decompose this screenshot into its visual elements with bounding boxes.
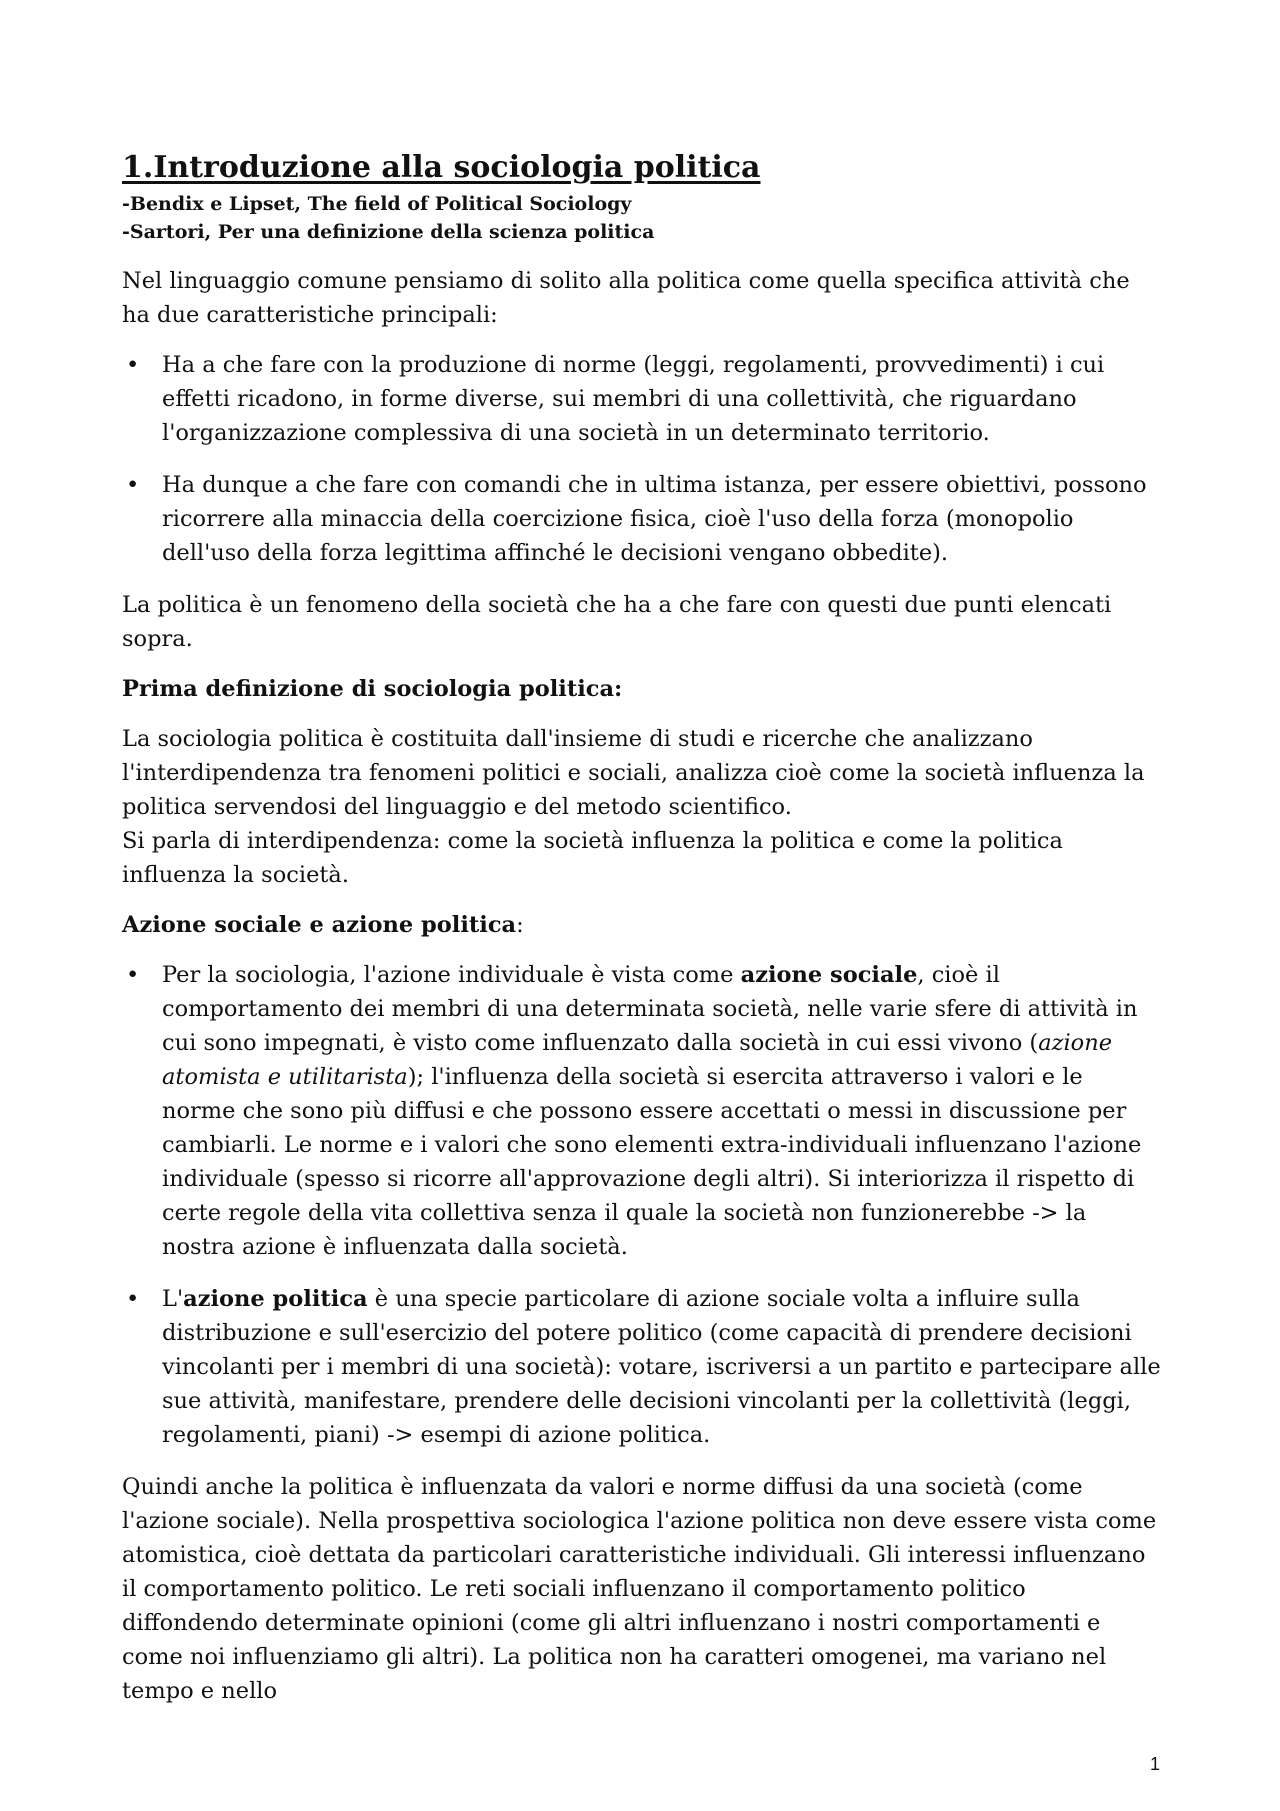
- action-heading-colon: :: [516, 912, 524, 938]
- list-item: [122, 468, 1162, 570]
- political-action-term: azione politica: [183, 1286, 368, 1312]
- bullet-icon: •: [126, 962, 140, 988]
- summary-paragraph: La politica è un fenomeno della società che ha a che fare con questi due punti elencati sopra.: [122, 592, 1112, 652]
- social-action-suffix: ); l'influenza della società si esercita attraverso i valori e le norme che sono più diffusi e che possono essere accettati o messi in discussione per cambiarli. Le norme e i valori che sono elementi extra-individuali influenzano l'azione individuale (spesso si ricorre all'approvazione degli altri). Si interiorizza il rispetto di certe regole della vita collettiva senza il quale la società non funzionerebbe -> la nostra azione è influenzata dalla società.: [162, 1064, 1142, 1260]
- page-number: 1: [1149, 1754, 1160, 1774]
- intro-paragraph: Nel linguaggio comune pensiamo di solito alla politica come quella specifica attività che ha due caratteristiche principali:: [122, 268, 1130, 328]
- definition-text: La sociologia politica è costituita dall'insieme di studi e ricerche che analizzano l'interdipendenza tra fenomeni politici e sociali, analizza cioè come la società influenza la politica servendosi del linguaggio e del metodo scientifico.: [122, 726, 1145, 820]
- list-item: [122, 1282, 1162, 1452]
- reference-bendix-lipset: -Bendix e Lipset, The field of Political Sociology: [122, 193, 632, 215]
- action-heading: [122, 908, 1162, 942]
- social-action-italic: azione atomista e utilitarista: [162, 1030, 1113, 1090]
- definition-text-interdependence: Si parla di interdipendenza: come la società influenza la politica e come la politica influenza la società.: [122, 828, 1063, 888]
- bullet-icon: •: [126, 1286, 140, 1312]
- action-list: [122, 958, 1162, 1452]
- page-title: 1.Introduzione alla sociologia politica: [122, 150, 761, 185]
- list-item: [122, 958, 1162, 1264]
- closing-paragraph: Quindi anche la politica è influenzata da valori e norme diffusi da una società (come l'azione sociale). Nella prospettiva sociologica l'azione politica non deve essere vista come atomistica, cioè dettata da particolari caratteristiche individuali. Gli interessi influenzano il comportamento politico. Le reti sociali influenzano il comportamento politico diffondendo determinate opinioni (come gli altri influenzano i nostri comportamenti e come noi influenziamo gli altri). La politica non ha caratteri omogenei, ma variano nel tempo e nello: [122, 1474, 1157, 1704]
- social-action-prefix: Per la sociologia, l'azione individuale è vista come: [162, 962, 741, 988]
- bullet-icon: •: [126, 352, 140, 378]
- social-action-middle: , cioè il comportamento dei membri di una determinata società, nelle varie sfere di attività in cui sono impegnati, è visto come influenzato dalla società in cui essi vivono (: [162, 962, 1138, 1056]
- characteristics-list: [122, 348, 1162, 570]
- list-item-text: Ha a che fare con la produzione di norme (leggi, regolamenti, provvedimenti) i cui effetti ricadono, in forme diverse, sui membri di una collettività, che riguardano l'organizzazione complessiva di una società in un determinato territorio.: [162, 352, 1105, 446]
- references: [122, 190, 1162, 246]
- political-action-prefix: L': [162, 1286, 184, 1312]
- bullet-icon: •: [126, 472, 140, 498]
- list-item: [122, 348, 1162, 450]
- action-heading-text: Azione sociale e azione politica: [122, 912, 517, 938]
- list-item-text: Ha dunque a che fare con comandi che in ultima istanza, per essere obiettivi, possono ricorrere alla minaccia della coercizione fisica, cioè l'uso della forza (monopolio dell'uso della forza legittima affinché le decisioni vengano obbedite).: [162, 472, 1147, 566]
- definition-heading: Prima definizione di sociologia politica:: [122, 676, 623, 702]
- social-action-term: azione sociale: [740, 962, 918, 988]
- definition-paragraph: [122, 722, 1162, 892]
- reference-sartori: -Sartori, Per una definizione della scienza politica: [122, 221, 655, 243]
- political-action-suffix: è una specie particolare di azione sociale volta a influire sulla distribuzione e sull'esercizio del potere politico (come capacità di prendere decisioni vincolanti per i membri di una società): votare, iscriversi a un partito e partecipare alle sue attività, manifestare, prendere delle decisioni vincolanti per la collettività (leggi, regolamenti, piani) -> esempi di azione politica.: [162, 1286, 1161, 1448]
